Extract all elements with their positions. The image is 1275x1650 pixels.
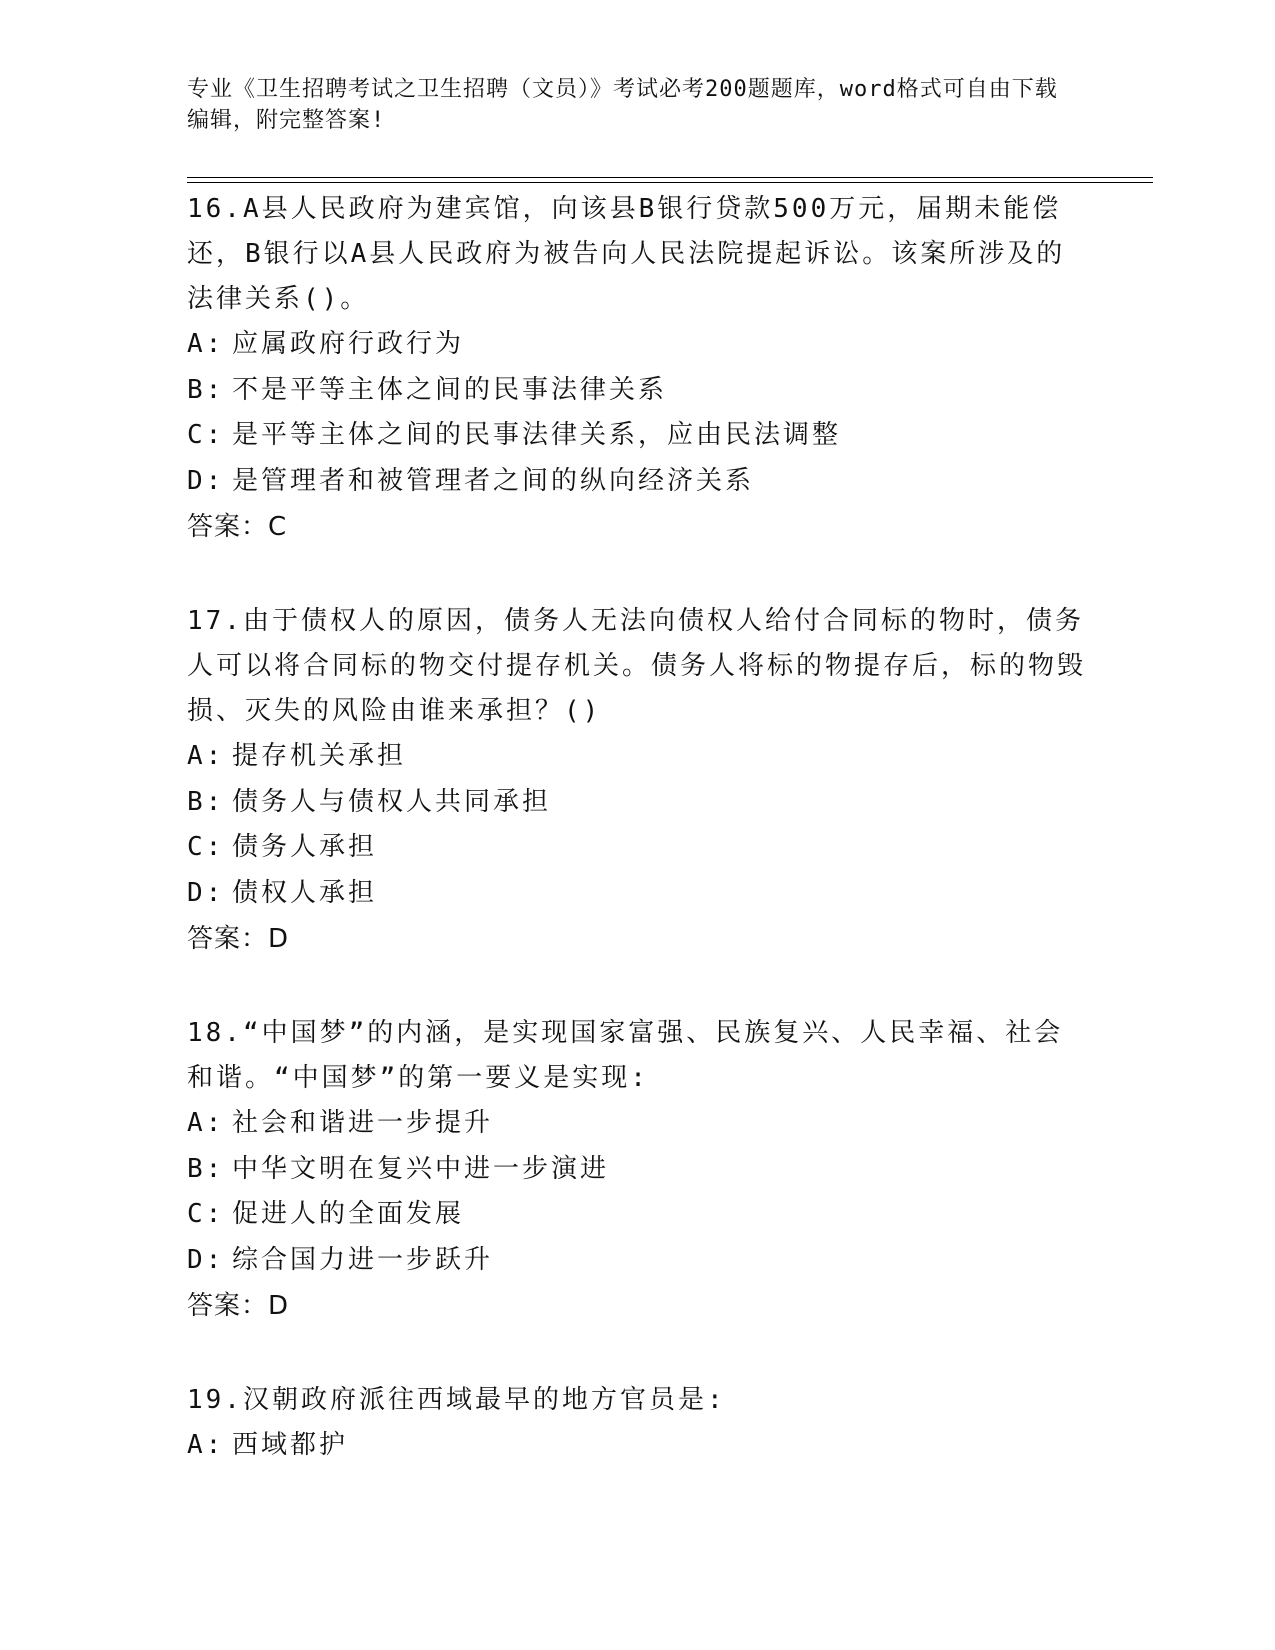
option-text: 是平等主体之间的民事法律关系，应由民法调整 (232, 420, 842, 450)
option-b (187, 1147, 1087, 1193)
option-b (187, 780, 1087, 826)
question-stem: 17.由于债权人的原因，债务人无法向债权人给付合同标的物时，债务人可以将合同标的物交付提存机关。债务人将标的物提存后，标的物毁损、灭失的风险由谁来承担？() (187, 606, 1087, 726)
option-text: 债务人与债权人共同承担 (232, 786, 552, 817)
answer-line: 答案：C (187, 512, 288, 542)
option-text: 债务人承担 (232, 832, 378, 862)
document-header (187, 74, 1067, 136)
option-text: 提存机关承担 (232, 741, 407, 771)
option-text: 应属政府行政行为 (232, 329, 465, 359)
question-spacer (187, 962, 1087, 1011)
answer-line: 答案：D (187, 1291, 290, 1321)
option-text: 社会和谐进一步提升 (232, 1108, 494, 1138)
option-letter: D: (187, 1244, 225, 1275)
header-intro-text: 专业《卫生招聘考试之卫生招聘（文员）》考试必考200题题库，word格式可自由下载编辑，附完整答案! (187, 77, 1058, 133)
question-19 (187, 1378, 1087, 1469)
answer-line: 答案：D (187, 924, 290, 954)
question-18 (187, 1011, 1087, 1329)
option-text: 是管理者和被管理者之间的纵向经济关系 (232, 465, 755, 496)
option-d (187, 1238, 1087, 1284)
option-letter: B: (187, 786, 225, 817)
option-letter: C: (187, 832, 225, 862)
question-17 (187, 599, 1087, 962)
option-a (187, 322, 1087, 368)
option-text: 西域都护 (232, 1430, 349, 1460)
option-letter: C: (187, 1199, 225, 1229)
header-divider-top (187, 177, 1153, 178)
question-stem: 16.A县人民政府为建宾馆，向该县B银行贷款500万元，届期未能偿还，B银行以A县人民政府为被告向人民法院提起诉讼。该案所涉及的法律关系()。 (187, 194, 1066, 314)
question-list (187, 187, 1087, 1469)
option-a (187, 1423, 1087, 1469)
question-spacer (187, 550, 1087, 599)
option-text: 中华文明在复兴中进一步演进 (232, 1153, 610, 1184)
question-stem: 18.“中国梦”的内涵，是实现国家富强、民族复兴、人民幸福、社会和谐。“中国梦”的第一要义是实现: (187, 1018, 1064, 1093)
option-letter: C: (187, 420, 225, 450)
question-stem: 19.汉朝政府派往西域最早的地方官员是: (187, 1385, 726, 1415)
option-letter: B: (187, 374, 225, 405)
option-letter: A: (187, 741, 225, 771)
option-b (187, 368, 1087, 414)
option-a (187, 734, 1087, 780)
option-text: 综合国力进一步跃升 (232, 1244, 494, 1275)
option-letter: A: (187, 1108, 225, 1138)
question-spacer (187, 1329, 1087, 1378)
option-text: 债权人承担 (232, 877, 378, 908)
option-text: 促进人的全面发展 (232, 1199, 465, 1229)
option-c (187, 825, 1087, 871)
option-letter: D: (187, 877, 225, 908)
option-letter: A: (187, 1430, 225, 1460)
option-c (187, 413, 1087, 459)
option-letter: A: (187, 329, 225, 359)
option-a (187, 1101, 1087, 1147)
option-letter: D: (187, 465, 225, 496)
option-letter: B: (187, 1153, 225, 1184)
option-text: 不是平等主体之间的民事法律关系 (232, 374, 668, 405)
option-c (187, 1192, 1087, 1238)
option-d (187, 871, 1087, 917)
header-divider-bottom (187, 182, 1153, 183)
question-16 (187, 187, 1087, 550)
option-d (187, 459, 1087, 505)
